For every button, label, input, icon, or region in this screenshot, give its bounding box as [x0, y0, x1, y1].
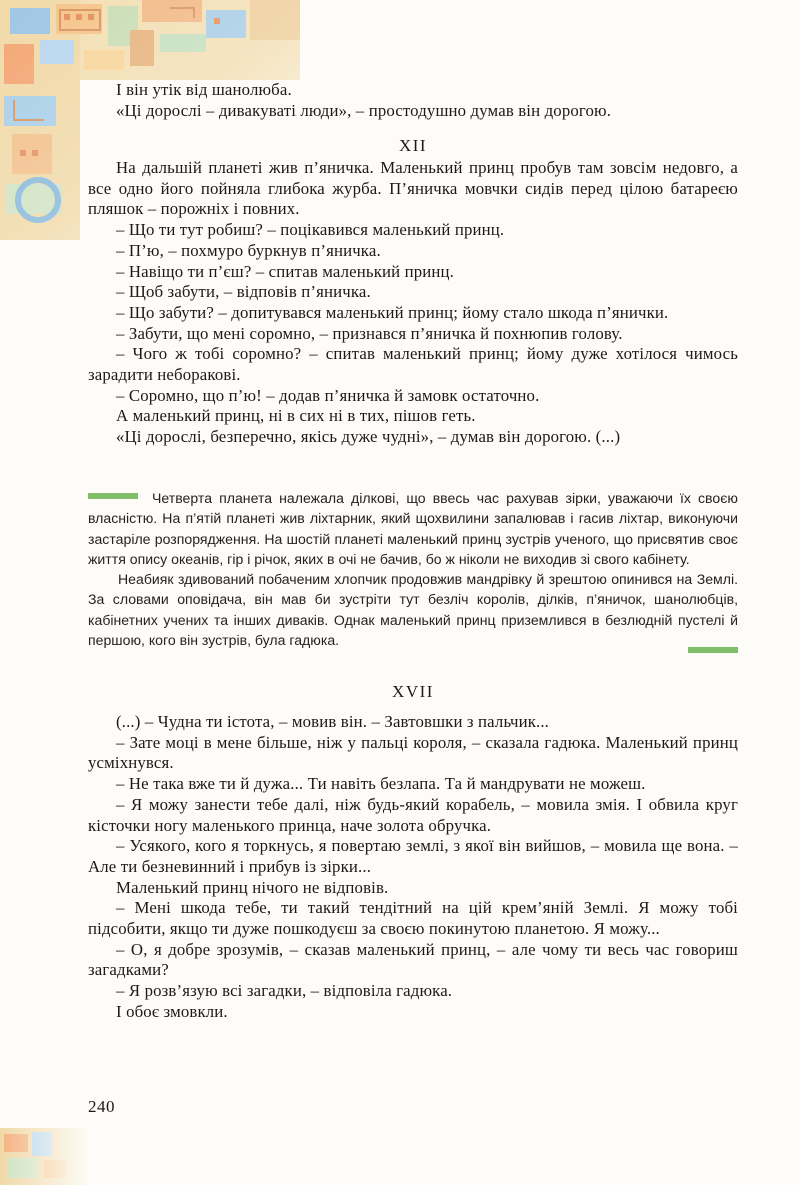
intro-text: [88, 80, 738, 121]
paragraph: І він утік від шанолюба.: [116, 80, 292, 99]
paragraph: «Ці дорослі – дивакуваті люди», – простодушно думав він дорогою.: [116, 100, 612, 120]
paragraph: – П’ю, – похмуро буркнув п’яничка.: [116, 240, 381, 260]
paragraph: – Соромно, що п’ю! – додав п’яничка й замовк остаточно.: [116, 385, 540, 405]
paragraph: На дальшій планеті жив п’яничка. Маленький принц пробув там зовсім недовго, а все одно його пойняла глибока журба. П’яничка мовчки сидів перед цілою батареєю пляшок – порожніх і повних.: [88, 158, 738, 219]
chapter-xii-text: [88, 158, 738, 448]
paragraph: – Забути, що мені соромно, – признався п’яничка й похнюпив голову.: [116, 323, 623, 343]
paragraph: Маленький принц нічого не відповів.: [116, 877, 389, 897]
page-number: 240: [88, 1097, 115, 1116]
paragraph: – Навіщо ти п’єш? – спитав маленький принц.: [116, 261, 455, 281]
paragraph: – О, я добре зрозумів, – сказав маленький принц, – але чому ти весь час говориш загадками?: [88, 939, 738, 980]
summary-paragraph: Неабияк здивований побаченим хлопчик продовжив мандрівку й зрештою опинився на Землі. За словами оповідача, він мав би зустріти тут безліч королів, ділків, п’яничок, шанолюбців, кабінетних учених та інших диваків. Однак маленький принц приземлився в безлюдній пустелі й першою, кого він зустрів, була гадюка.: [88, 571, 738, 649]
chapter-heading-xvii: XVII: [392, 682, 434, 701]
paragraph: А маленький принц, ні в сих ні в тих, пішов геть.: [116, 406, 476, 426]
chapter-xvii-text: [88, 712, 738, 1023]
paragraph: – Я можу занести тебе далі, ніж будь-який корабель, – мовила змія. І обвила круг кісточки ногу маленького принца, наче золота обручка.: [88, 794, 738, 835]
paragraph: – Мені шкода тебе, ти такий тендітний на цій крем’яній Землі. Я можу тобі підсобити, якщо ти дуже пошкодуєш за своєю покинутою планетою. Я можу...: [88, 898, 738, 939]
summary-end-marker: [688, 647, 738, 653]
paragraph: І обоє змовкли.: [116, 1001, 228, 1021]
paragraph: – Що забути? – допитувався маленький принц; йому стало шкода п’янички.: [116, 302, 669, 322]
paragraph: – Я розв’язую всі загадки, – відповіла гадюка.: [116, 981, 453, 1001]
paragraph: – Що ти тут робиш? – поцікавився маленький принц.: [116, 220, 505, 240]
summary-block: [88, 488, 738, 650]
summary-paragraph: Четверта планета належала ділкові, що ввесь час рахував зірки, уважаючи їх своєю власністю. На п’ятій планеті жив ліхтарник, який щохвилини запалював і гасив ліхтар, виконуючи застаріле розпорядження. На шостій планеті маленький принц зустрів ученого, що присвятив своє життя опису океанів, гір і річок, яких в очі не бачив, бо ж ніколи не виходив зі свого кабінету.: [88, 490, 738, 567]
corner-decoration-pattern-bottom: [0, 1128, 90, 1185]
paragraph: «Ці дорослі, безперечно, якісь дуже чудні», – думав він дорогою. (...): [116, 427, 621, 447]
paragraph: – Усякого, кого я торкнусь, я повертаю землі, з якої він вийшов, – мовила ще вона. – Але ти безневинний і прибув із зірки...: [88, 836, 738, 876]
paragraph: – Не така вже ти й дужа... Ти навіть безлапа. Та й мандрувати не можеш.: [116, 774, 646, 794]
paragraph: – Чого ж тобі соромно? – спитав маленький принц; йому дуже хотілося чимось зарадити неборакові.: [88, 344, 738, 385]
chapter-heading-xii: XII: [398, 136, 428, 155]
paragraph: (...) – Чудна ти істота, – мовив він. – Завтовшки з пальчик...: [116, 712, 550, 731]
paragraph: – Щоб забути, – відповів п’яничка.: [116, 282, 371, 302]
paragraph: – Зате моці в мене більше, ніж у пальці короля, – сказала гадюка. Маленький принц усміхнувся.: [88, 732, 738, 773]
